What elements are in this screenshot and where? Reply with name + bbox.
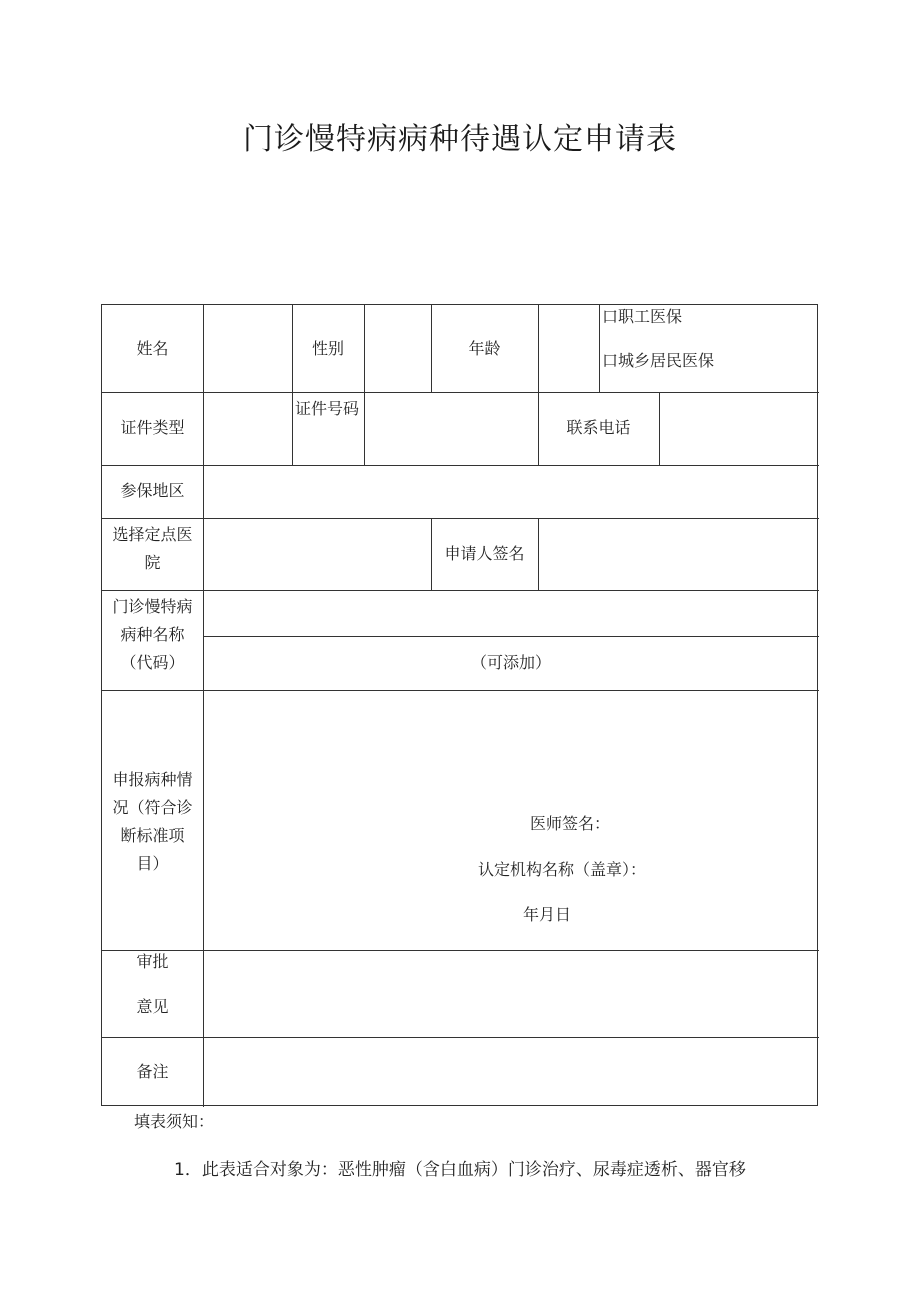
date-label: 年月日 (523, 905, 572, 924)
instructions-heading: 填表须知： (134, 1112, 215, 1131)
resident-insurance-checkbox[interactable]: 口城乡居民医保 (602, 351, 715, 370)
application-form-table (101, 304, 818, 1106)
instruction-item-text: ．此表适合对象为：恶性肿瘤（含白血病）门诊治疗、尿毒症透析、器官移 (184, 1160, 746, 1180)
disease-name-label-line3: （代码） (120, 653, 185, 672)
name-field[interactable] (204, 305, 292, 392)
approval-field[interactable] (204, 951, 818, 1037)
disease-name-label-line2: 病种名称 (120, 625, 185, 644)
instruction-item-1 (174, 1155, 746, 1180)
remarks-field[interactable] (204, 1038, 818, 1105)
insured-region-field[interactable] (204, 466, 818, 518)
condition-label-line4: 目） (136, 854, 169, 873)
approval-label-line2: 意见 (136, 997, 169, 1016)
gender-field[interactable] (365, 305, 431, 392)
disease-name-field[interactable] (204, 591, 818, 636)
age-label: 年龄 (468, 339, 501, 358)
hospital-field[interactable] (204, 519, 431, 590)
insured-region-label: 参保地区 (120, 481, 185, 500)
hospital-label-line1: 选择定点医 (112, 525, 193, 544)
name-label: 姓名 (136, 339, 169, 358)
condition-field[interactable] (204, 691, 818, 811)
applicant-signature-label: 申请人签名 (444, 544, 525, 563)
id-number-label: 证件号码 (295, 399, 360, 418)
remarks-label: 备注 (136, 1062, 169, 1081)
instruction-item-number: 1 (174, 1160, 185, 1180)
column-divider (599, 305, 600, 392)
document-title: 门诊慢特病病种待遇认定申请表 (243, 122, 677, 157)
disease-add-hint: （可添加） (470, 653, 551, 672)
phone-field[interactable] (660, 393, 818, 465)
age-field[interactable] (539, 305, 599, 392)
id-number-field[interactable] (365, 393, 538, 465)
hospital-label-line2: 院 (144, 553, 161, 572)
employee-insurance-checkbox[interactable]: 口职工医保 (602, 307, 683, 326)
doctor-signature-label: 医师签名： (530, 814, 611, 833)
condition-label-line1: 申报病种情 (112, 770, 193, 789)
phone-label: 联系电话 (566, 418, 631, 437)
condition-label-line3: 断标准项 (120, 826, 185, 845)
condition-label-line2: 况（符合诊 (112, 798, 193, 817)
column-divider (292, 305, 293, 465)
id-type-field[interactable] (204, 393, 292, 465)
row-divider (203, 636, 819, 637)
id-type-label: 证件类型 (120, 418, 185, 437)
disease-name-label-line1: 门诊慢特病 (112, 597, 193, 616)
gender-label: 性别 (311, 339, 344, 358)
institution-label: 认定机构名称（盖章）： (478, 860, 647, 879)
applicant-signature-field[interactable] (539, 519, 818, 590)
approval-label-line1: 审批 (136, 952, 169, 971)
